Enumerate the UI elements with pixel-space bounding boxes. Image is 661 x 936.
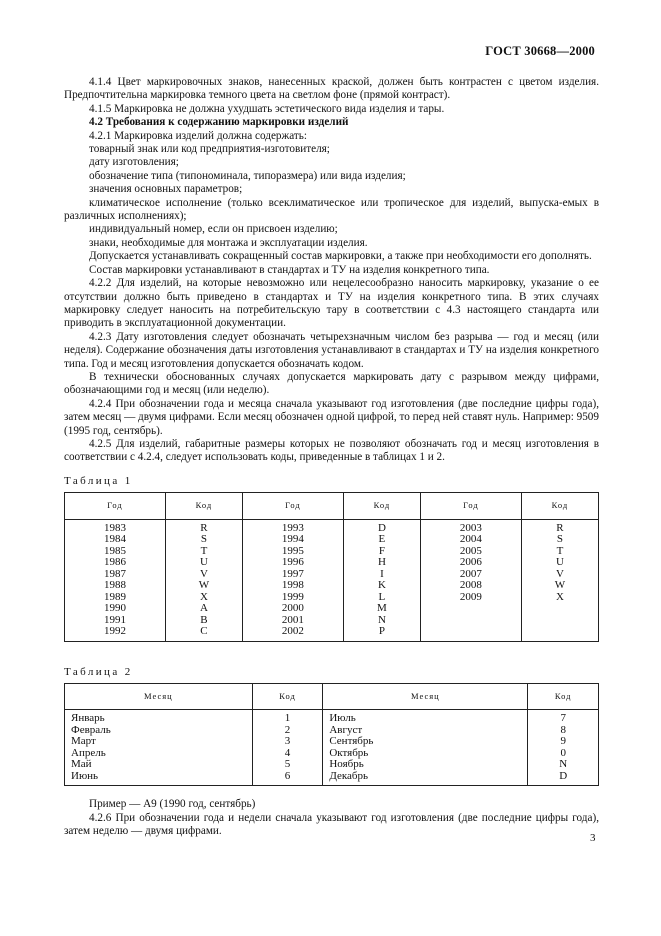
paragraph-414: 4.1.4 Цвет маркировочных знаков, нанесенных краской, должен быть контрастен с цветом изделия. Предпочтительна маркировка темного цвета на светлом фоне (прямой контраст). — [64, 76, 599, 102]
list-item: индивидуальный номер, если он присвоен изделию; — [89, 223, 338, 236]
table-cell: 2007 — [459, 567, 482, 580]
paragraph-422: 4.2.2 Для изделий, на которые невозможно или нецелесообразно наносить маркировку, указание о ее отсутствии должно быть приведено в стандартах и ТУ на изделия конкретного типа. В этих случаях маркировку следует наносить на потребительскую тару в соответствии с 4.3 настоящего стандарта или приводить в эксплуатационной документации. — [64, 277, 599, 330]
table2-header: Код — [252, 684, 323, 710]
table-cell: N — [377, 613, 386, 626]
table-cell: Февраль — [71, 723, 111, 736]
table1 — [64, 492, 599, 641]
table-cell: Январь — [71, 712, 105, 725]
table-cell: 1995 — [281, 544, 304, 557]
list-item: знаки, необходимые для монтажа и эксплуатации изделия. — [89, 236, 368, 249]
table-cell: R — [556, 521, 564, 534]
table1-column — [522, 523, 598, 604]
paragraph-gap: В технически обоснованных случаях допускается маркировать дату с разрывом между цифрами, обозначающими год и месяц (или неделю). — [64, 370, 599, 397]
table-cell: 2001 — [281, 613, 304, 626]
table-cell: E — [378, 533, 386, 546]
table1-header: Код — [521, 493, 598, 519]
list-item: товарный знак или код предприятия-изготовителя; — [89, 143, 330, 156]
table-cell: B — [200, 613, 208, 626]
table1-column — [421, 523, 521, 604]
table-cell: V — [199, 567, 208, 580]
table-cell: X — [199, 590, 208, 603]
table-cell: 1999 — [281, 590, 304, 603]
table-cell: Сентябрь — [329, 735, 374, 748]
paragraph-423: 4.2.3 Дату изготовления следует обозначать четырехзначным числом без разрыва — год и месяц (или неделя). Содержание обозначения даты изготовления устанавливают в стандартах и ТУ на изделия конкретного типа. Год и месяц изготовления допускается обозначать кодом. — [64, 330, 599, 370]
list-item: значения основных параметров; — [89, 183, 243, 196]
document-id: ГОСТ 30668—2000 — [485, 44, 595, 58]
table-cell: 5 — [284, 758, 291, 771]
table-cell: 1987 — [103, 567, 126, 580]
table-cell: Ноябрь — [329, 758, 364, 771]
table-cell: V — [555, 567, 564, 580]
table-cell: N — [559, 758, 568, 771]
table-cell: 1984 — [103, 533, 126, 546]
paragraph-415: 4.1.5 Маркировка не должна ухудшать эстетического вида изделия и тары. — [89, 102, 445, 115]
table-cell: 1996 — [281, 556, 304, 569]
list-items — [64, 143, 599, 250]
table-cell: X — [555, 590, 564, 603]
list-item: климатическое исполнение (только всеклиматическое или тропическое для изделий, выпуска-емых в различных исполнениях); — [64, 196, 599, 223]
paragraph-425: 4.2.5 Для изделий, габаритные размеры которых не позволяют обозначать год и месяц изготовления в соответствии с 4.2.4, следует использовать коды, приведенные в таблицах 1 и 2. — [64, 437, 599, 464]
table-cell: Август — [329, 723, 363, 736]
table2-column — [323, 713, 527, 782]
list-item: обозначение типа (типономинала, типоразмера) или вида изделия; — [89, 169, 406, 182]
table-cell: 1986 — [103, 556, 126, 569]
table-cell: 0 — [560, 746, 566, 759]
paragraph-composition: Состав маркировки устанавливают в стандартах и ТУ на изделия конкретного типа. — [89, 263, 490, 276]
table-cell: 1993 — [281, 521, 304, 534]
table-cell: 2003 — [459, 521, 482, 534]
table-cell: 1998 — [281, 579, 304, 592]
table1-column — [344, 523, 420, 638]
page-content — [64, 76, 599, 839]
table-cell: 6 — [284, 769, 291, 782]
example-line: Пример — А9 (1990 год, сентябрь) — [89, 798, 256, 811]
table-cell: Октябрь — [329, 746, 369, 759]
table-cell: U — [199, 556, 208, 569]
paragraph-abbrev: Допускается устанавливать сокращенный состав маркировки, а также при необходимости его дополнять. — [89, 250, 592, 263]
table-cell: W — [554, 579, 566, 592]
table-cell: 2005 — [459, 544, 482, 557]
table-cell: U — [555, 556, 564, 569]
section-heading: 4.2 Требования к содержанию маркировки изделий — [89, 116, 349, 129]
table-cell: 1992 — [103, 625, 126, 638]
table-cell: P — [378, 625, 385, 638]
table-cell: 1988 — [103, 579, 126, 592]
table-cell: K — [377, 579, 386, 592]
table1-header: Год — [420, 493, 521, 519]
table-cell: 1985 — [103, 544, 126, 557]
table-cell: D — [377, 521, 386, 534]
table-cell: T — [556, 544, 564, 557]
table-cell: C — [200, 625, 208, 638]
table-cell: S — [200, 533, 207, 546]
table-cell: L — [378, 590, 386, 603]
table-cell: 4 — [284, 746, 291, 759]
table-cell: F — [378, 544, 385, 557]
table2-header: Месяц — [323, 684, 528, 710]
table-cell: 2004 — [459, 533, 482, 546]
table-cell: 1991 — [103, 613, 126, 626]
table2-header: Код — [528, 684, 599, 710]
table-cell: 1990 — [103, 602, 126, 615]
table-cell: 2006 — [459, 556, 482, 569]
table2-caption: Таблица 2 — [64, 665, 133, 678]
table-cell: 2000 — [281, 602, 304, 615]
table2-header: Месяц — [65, 684, 253, 710]
table-cell: Март — [71, 735, 96, 748]
table-cell: M — [377, 602, 387, 615]
table1-header: Год — [242, 493, 343, 519]
table-cell: Декабрь — [329, 769, 369, 782]
table-cell: 2008 — [459, 579, 482, 592]
paragraph-424: 4.2.4 При обозначении года и месяца сначала указывают год изготовления (две последние цифры года), затем месяц — двумя цифрами. Если месяц обозначен одной цифрой, то перед ней ставят нуль. Например: 9509 (1995 год, сентябрь). — [64, 397, 599, 437]
table-cell: W — [198, 579, 210, 592]
page-number: 3 — [590, 832, 596, 844]
table-cell: 2 — [284, 723, 291, 736]
table1-header: Год — [65, 493, 166, 519]
paragraph-426: 4.2.6 При обозначении года и недели сначала указывают год изготовления (две последние цифры года), затем неделю — двумя цифрами. — [64, 811, 599, 838]
table1-header: Код — [343, 493, 420, 519]
table2-column — [65, 713, 252, 782]
table1-column — [166, 523, 242, 638]
table1-header: Код — [165, 493, 242, 519]
table-cell: A — [199, 602, 208, 615]
table1-caption: Таблица 1 — [64, 474, 133, 487]
table-cell: 1994 — [281, 533, 304, 546]
table2-column — [253, 713, 323, 782]
table-cell: 1997 — [281, 567, 304, 580]
table-cell: 2009 — [459, 590, 482, 603]
table1-column — [243, 523, 343, 638]
table-cell: R — [200, 521, 208, 534]
table-cell: H — [377, 556, 386, 569]
table-cell: 3 — [284, 735, 291, 748]
table1-column — [65, 523, 165, 638]
table-cell: 1983 — [103, 521, 126, 534]
table-cell: 2002 — [281, 625, 304, 638]
table-cell: Май — [71, 758, 92, 771]
table-cell: D — [559, 769, 568, 782]
table-cell: 9 — [560, 735, 566, 748]
paragraph-421: 4.2.1 Маркировка изделий должна содержать: — [89, 129, 308, 142]
table-cell: 7 — [560, 712, 566, 725]
table2-column — [528, 713, 598, 782]
table-cell: Апрель — [71, 746, 106, 759]
table-cell: 1989 — [103, 590, 126, 603]
table-cell: T — [200, 544, 208, 557]
table-cell: I — [380, 567, 384, 580]
table2 — [64, 683, 599, 786]
list-item: дату изготовления; — [89, 156, 179, 169]
table-cell: 8 — [560, 723, 566, 736]
table-cell: Июль — [329, 712, 356, 725]
table-cell: 1 — [284, 712, 291, 725]
table-cell: S — [556, 533, 563, 546]
table-cell: Июнь — [71, 769, 99, 782]
